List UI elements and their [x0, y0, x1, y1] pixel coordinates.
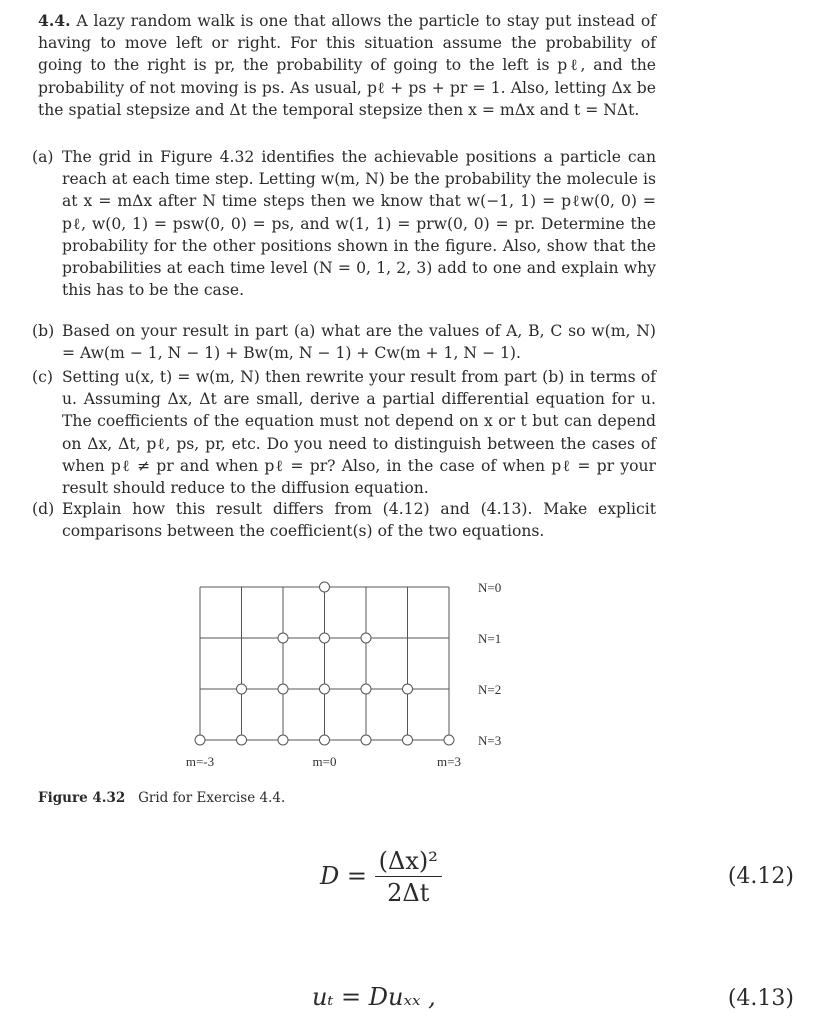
m-label: m=0 [312, 754, 337, 769]
part-a-label: (a) [32, 148, 54, 166]
part-c-text: Setting u(x, t) = w(m, N) then rewrite your result from part (b) in terms of u. Assuming Δx, Δt are small, derive a partial differential equation for u. The coefficients of the equation must not depend on x or t but can depend on Δx, Δt, pℓ, ps, pr, etc. Do you need to distinguish between the cases of when pℓ ≠ pr and when pℓ = pr? Also, in the case of when pℓ = pr your result should reduce to the diffusion equation. [62, 368, 656, 498]
part-d [32, 498, 656, 542]
grid-node [320, 633, 330, 643]
m-label: m=-3 [185, 754, 215, 769]
part-b [32, 320, 656, 364]
grid-node [278, 735, 288, 745]
level-label: N=1 [478, 631, 502, 646]
eq412-numerator: (Δx)² [375, 846, 442, 877]
grid-node [403, 735, 413, 745]
equation-4-13 [312, 983, 436, 1011]
m-labels [186, 754, 461, 769]
m-label: m=3 [437, 754, 461, 769]
eq412-number: (4.12) [727, 864, 794, 889]
grid-node [403, 684, 413, 694]
level-label: N=2 [478, 682, 502, 697]
part-c-label: (c) [32, 368, 53, 386]
grid-node [278, 633, 288, 643]
figure-caption [38, 790, 285, 806]
problem-number: 4.4. [38, 11, 71, 30]
grid-node [278, 684, 288, 694]
grid-node [320, 582, 330, 592]
caption-number: Figure 4.32 [38, 790, 126, 806]
problem-statement [38, 10, 656, 121]
part-a [32, 146, 656, 301]
equation-4-12 [320, 846, 442, 909]
eq412-fraction [375, 846, 442, 909]
eq412-denominator: 2Δt [387, 879, 430, 907]
grid-node [237, 735, 247, 745]
problem-intro: A lazy random walk is one that allows the particle to stay put instead of having to move left or right. For this situation assume the probability of going to the right is pr, the probability of going to the left is pℓ, and the probability of not moving is ps. As usual, pℓ + ps + pr = 1. Also, letting Δx be the spatial stepsize and Δt the temporal stepsize then x = mΔx and t = NΔt. [38, 12, 656, 119]
level-label: N=3 [478, 733, 502, 748]
grid-node [320, 684, 330, 694]
grid-node [361, 735, 371, 745]
part-d-label: (d) [32, 500, 55, 518]
part-d-text: Explain how this result differs from (4.12) and (4.13). Make explicit comparisons between the coefficient(s) of the two equations. [62, 500, 656, 541]
grid-node [361, 684, 371, 694]
grid-lines [200, 587, 449, 740]
level-labels [478, 580, 501, 748]
grid-node [237, 684, 247, 694]
grid-node [444, 735, 454, 745]
grid-node [195, 735, 205, 745]
level-label: N=0 [478, 580, 502, 595]
part-b-label: (b) [32, 322, 55, 340]
eq412-lhs: D = [320, 862, 367, 890]
part-b-text: Based on your result in part (a) what are the values of A, B, C so w(m, N) = Aw(m − 1, N − 1) + Bw(m, N − 1) + Cw(m + 1, N − 1). [62, 322, 656, 363]
lattice-figure [150, 560, 550, 780]
grid-node [320, 735, 330, 745]
part-a-text: The grid in Figure 4.32 identifies the achievable positions a particle can reach at each time step. Letting w(m, N) be the probability the molecule is at x = mΔx after N time steps then we know that w(−1, 1) = pℓw(0, 0) = pℓ, w(0, 1) = psw(0, 0) = ps, and w(1, 1) = prw(0, 0) = pr. Determine the probability for the other positions shown in the figure. Also, show that the probabilities at each time level (N = 0, 1, 2, 3) add to one and explain why this has to be the case. [62, 148, 656, 300]
eq413-text: uₜ = Duₓₓ , [312, 983, 436, 1011]
eq413-number: (4.13) [727, 986, 794, 1011]
grid-node [361, 633, 371, 643]
part-c [32, 366, 656, 499]
caption-text: Grid for Exercise 4.4. [138, 790, 286, 806]
